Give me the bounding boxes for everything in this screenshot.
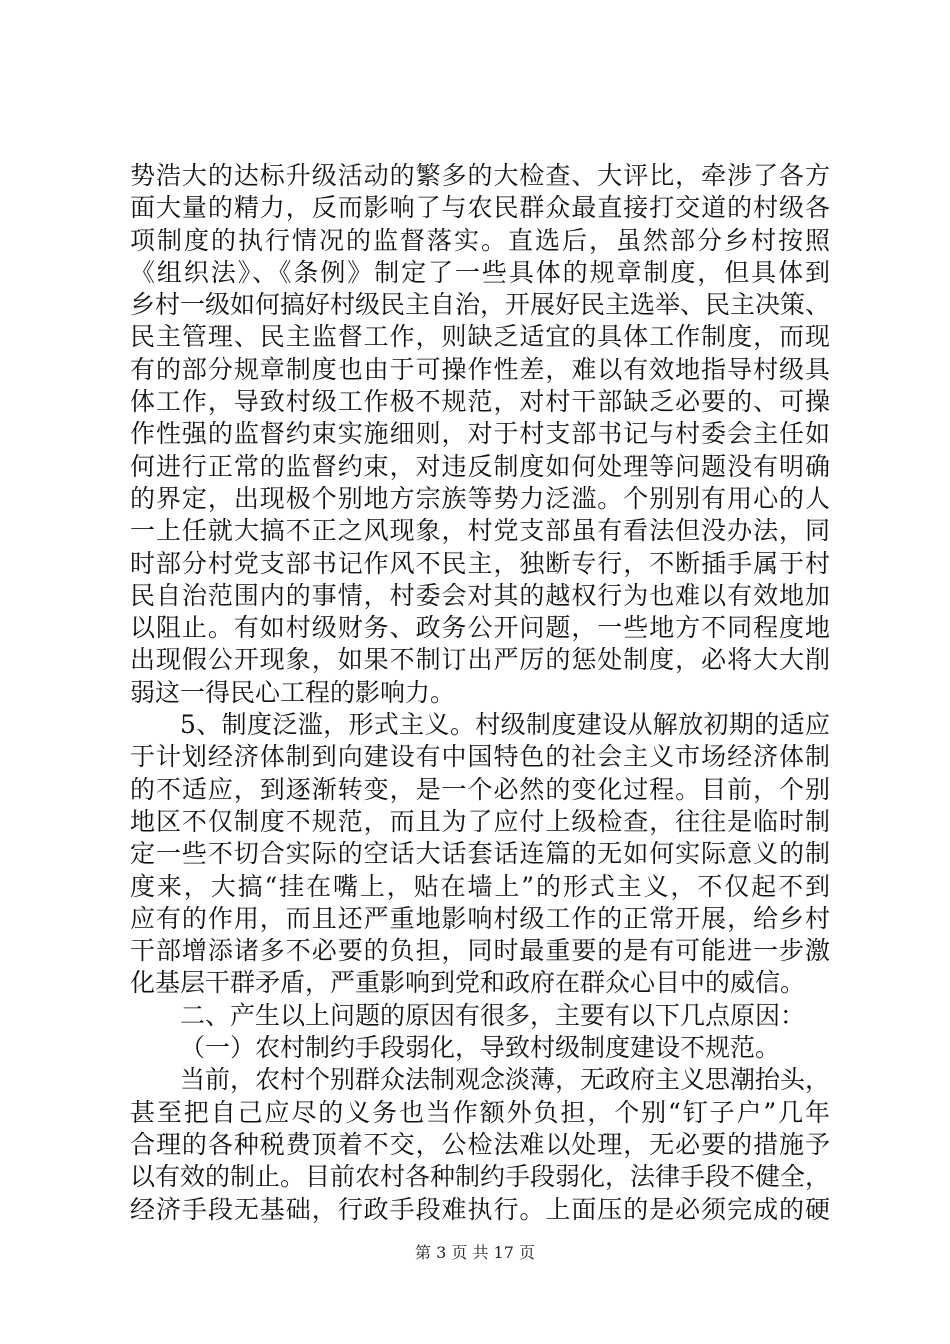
text-line: 势浩大的达标升级活动的繁多的大检查、大评比，牵涉了各方 <box>130 161 830 190</box>
text-line: 于计划经济体制到向建设有中国特色的社会主义市场经济体制 <box>130 742 830 772</box>
text-line: 有的部分规章制度也由于可操作性差，难以有效地指导村级具 <box>130 354 830 384</box>
text-line: 出现假公开现象，如果不制订出严厉的惩处制度，必将大大削 <box>130 645 830 675</box>
text-line: 5、制度泛滥，形式主义。村级制度建设从解放初期的适应 <box>180 710 830 740</box>
text-line: 弱这一得民心工程的影响力。 <box>130 677 456 707</box>
text-line: 何进行正常的监督约束，对违反制度如何处理等问题没有明确 <box>130 451 830 481</box>
text-line: 度来，大搞“挂在嘴上，贴在墙上”的形式主义，不仅起不到 <box>130 871 830 901</box>
text-line: 合理的各种税费顶着不交，公检法难以处理，无必要的措施予 <box>130 1129 830 1159</box>
text-line: 甚至把自己应尽的义务也当作额外负担，个别“钉子户”几年 <box>130 1097 830 1127</box>
text-line: 面大量的精力，反而影响了与农民群众最直接打交道的村级各 <box>130 193 830 223</box>
text-line: 作性强的监督约束实施细则，对于村支部书记与村委会主任如 <box>130 419 830 449</box>
text-line: （一）农村制约手段弱化，导致村级制度建设不规范。 <box>180 1033 781 1063</box>
text-line: 体工作，导致村级工作极不规范，对村干部缺乏必要的、可操 <box>130 387 830 417</box>
text-line: 项制度的执行情况的监督落实。直选后，虽然部分乡村按照 <box>130 225 830 255</box>
text-line: 《组织法》、《条例》制定了一些具体的规章制度，但具体到 <box>130 257 830 287</box>
text-line: 化基层干群矛盾，严重影响到党和政府在群众心目中的威信。 <box>130 968 806 998</box>
text-line: 二、产生以上问题的原因有很多，主要有以下几点原因： <box>180 1000 806 1030</box>
text-line: 民主管理、民主监督工作，则缺乏适宜的具体工作制度，而现 <box>130 322 830 352</box>
text-line: 地区不仅制度不规范，而且为了应付上级检查，往往是临时制 <box>130 806 830 836</box>
text-line: 时部分村党支部书记作风不民主，独断专行，不断插手属于村 <box>130 548 830 578</box>
text-line: 干部增添诸多不必要的负担，同时最重要的是有可能进一步激 <box>130 936 830 966</box>
text-line: 乡村一级如何搞好村级民主自治，开展好民主选举、民主决策、 <box>130 290 831 320</box>
text-line: 以阻止。有如村级财务、政务公开问题，一些地方不同程度地 <box>130 613 830 643</box>
text-line: 当前，农村个别群众法制观念淡薄，无政府主义思潮抬头， <box>180 1065 831 1095</box>
text-line: 民自治范围内的事情，村委会对其的越权行为也难以有效地加 <box>130 580 830 610</box>
text-line: 应有的作用，而且还严重地影响村级工作的正常开展，给乡村 <box>130 903 830 933</box>
text-line: 经济手段无基础，行政手段难执行。上面压的是必须完成的硬 <box>130 1194 830 1224</box>
text-line: 定一些不切合实际的空话大话套话连篇的无如何实际意义的制 <box>130 839 830 869</box>
text-line: 的不适应，到逐渐转变，是一个必然的变化过程。目前，个别 <box>130 774 830 804</box>
page-footer: 第 3 页 共 17 页 <box>415 1243 535 1262</box>
text-line: 的界定，出现极个别地方宗族等势力泛滥。个别别有用心的人 <box>130 483 830 513</box>
body-text <box>130 160 830 1226</box>
text-line: 以有效的制止。目前农村各种制约手段弱化，法律手段不健全， <box>130 1162 831 1192</box>
text-line: 一上任就大搞不正之风现象，村党支部虽有看法但没办法，同 <box>130 516 830 546</box>
